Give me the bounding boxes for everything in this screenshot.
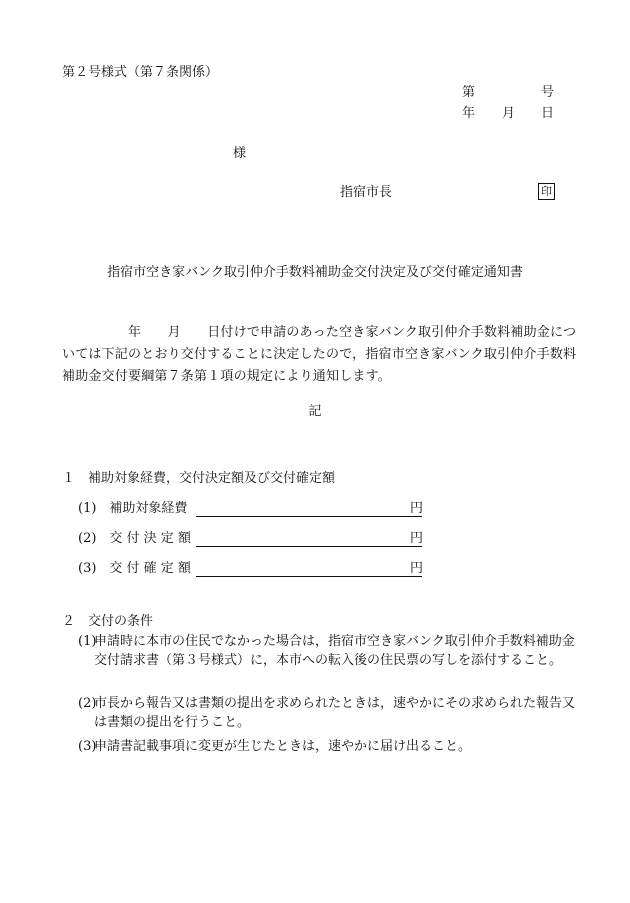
section2-heading: ２ 交付の条件 xyxy=(62,614,154,629)
amount-label: (3) 交 付 確 定 額 xyxy=(78,561,191,576)
date-month: 月 xyxy=(502,106,516,121)
amount-unit: 円 xyxy=(410,561,424,576)
date-day: 日 xyxy=(540,106,554,121)
form-number: 第２号様式（第７条関係） xyxy=(62,65,219,80)
condition-item xyxy=(78,694,584,732)
document-title: 指宿市空き家バンク取引仲介手数料補助金交付決定及び交付確定通知書 xyxy=(107,265,523,280)
condition-text: 市長から報告又は書類の提出を求められたときは，速やかにその求められた報告又は書類の提出を行うこと。 xyxy=(94,696,576,730)
condition-text: 申請書記載事項に変更が生じたときは，速やかに届け出ること。 xyxy=(94,739,472,754)
condition-number: (1) xyxy=(78,634,97,649)
document-number-prefix: 第 xyxy=(462,85,476,100)
amount-unit: 円 xyxy=(410,531,424,546)
section1-heading: １ 補助対象経費，交付決定額及び交付確定額 xyxy=(62,471,336,486)
amount-label: (2) 交 付 決 定 額 xyxy=(78,531,191,546)
amount-unit: 円 xyxy=(410,501,424,516)
amount-fill-line xyxy=(196,576,422,577)
condition-item xyxy=(78,737,584,756)
amount-fill-line xyxy=(196,516,422,517)
amount-fill-line xyxy=(196,546,422,547)
condition-number: (2) xyxy=(78,696,97,711)
condition-text: 申請時に本市の住民でなかった場合は，指宿市空き家バンク取引仲介手数料補助金交付請求書（第３号様式）に，本市への転入後の住民票の写しを添付すること。 xyxy=(94,634,575,668)
addressee: 様 xyxy=(233,146,247,161)
seal-box: 印 xyxy=(538,183,555,200)
amount-label: (1) 補助対象経費 xyxy=(78,501,188,516)
body-paragraph: 年 月 日付けで申請のあった空き家バンク取引仲介手数料補助金については下記のとおり交付することに決定したので，指宿市空き家バンク取引仲介手数料補助金交付要綱第７条第１項の規定により通知します。 xyxy=(62,325,577,384)
condition-item xyxy=(78,632,584,670)
date-year: 年 xyxy=(462,106,476,121)
condition-number: (3) xyxy=(78,739,97,754)
sender-name: 指宿市長 xyxy=(340,185,393,200)
document-number-suffix: 号 xyxy=(540,85,554,100)
ki-heading: 記 xyxy=(308,404,322,419)
